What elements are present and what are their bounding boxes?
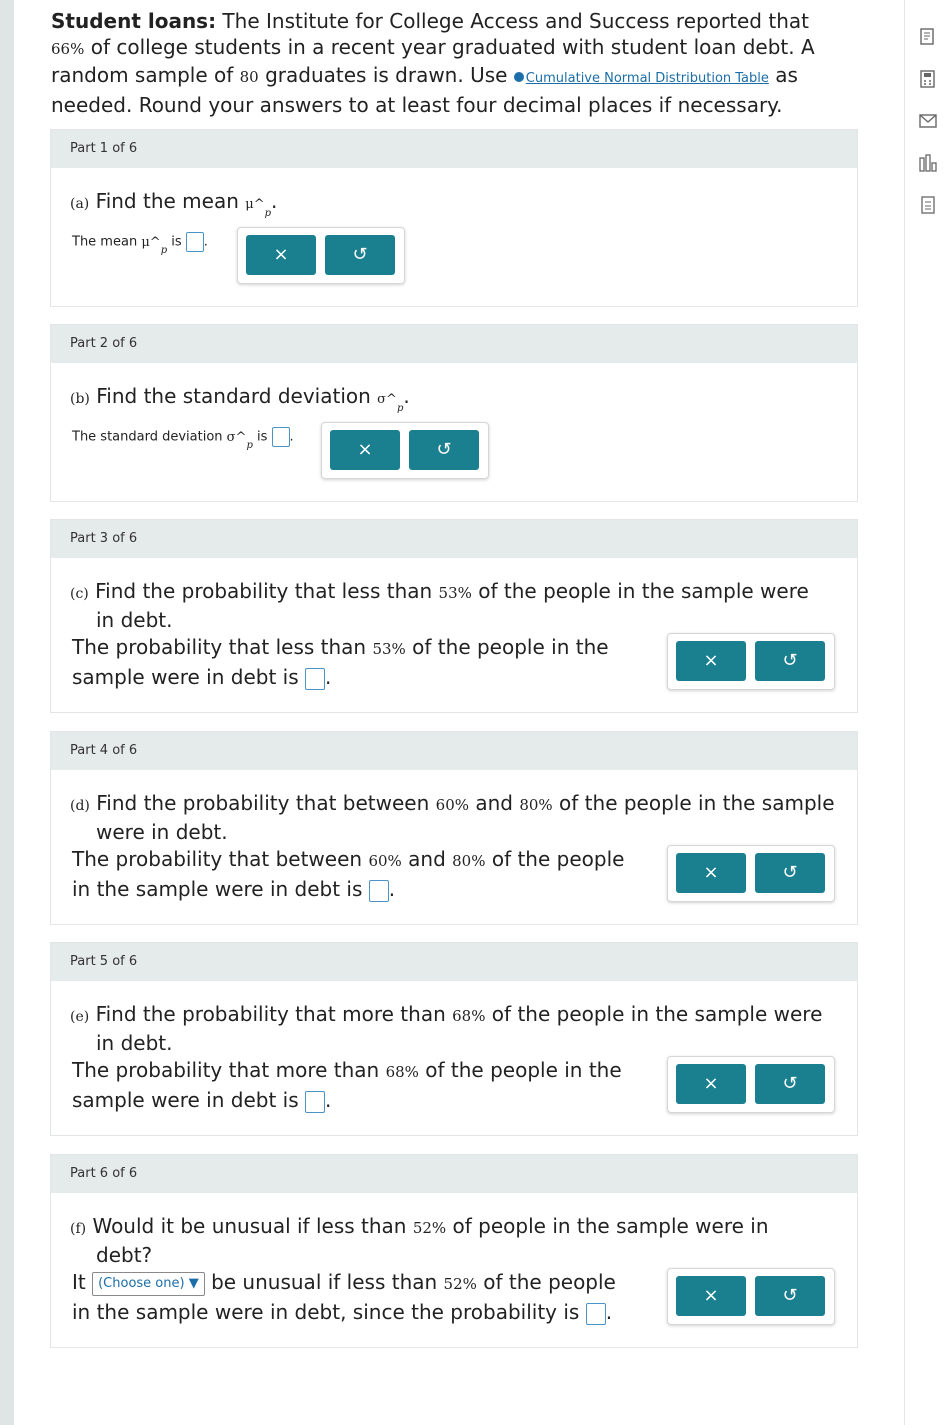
chart-icon[interactable] (917, 152, 939, 174)
sigma-p-hat-symbol: $\sigma\^{}_p$ (377, 392, 404, 414)
question: (e) Find the probability that more than 68% of the people in the sample were in debt. (70, 1002, 823, 1055)
part-header: Part 3 of 6 (51, 520, 857, 558)
action-buttons (237, 227, 405, 284)
left-margin (0, 0, 14, 1425)
undo-button[interactable]: ↺ (325, 235, 395, 275)
topic-label: Student loans: (51, 9, 217, 33)
answer-input[interactable] (586, 1303, 606, 1325)
tool-rail (904, 0, 951, 1425)
part-header: Part 4 of 6 (51, 732, 857, 770)
notes-icon[interactable] (917, 26, 939, 48)
part-header: Part 1 of 6 (51, 130, 857, 168)
calculator-icon[interactable] (917, 68, 939, 90)
choose-one-dropdown[interactable]: (Choose one) ▼ (92, 1272, 205, 1296)
undo-button[interactable]: ↺ (409, 430, 479, 470)
answer-input[interactable] (272, 427, 290, 447)
answer-input[interactable] (305, 668, 325, 690)
answer-line: It (Choose one) ▼ be unusual if less than 52% of the people in the sample were in debt, since the probability is . (72, 1270, 616, 1324)
action-buttons (321, 422, 489, 479)
undo-button[interactable]: ↺ (755, 1276, 825, 1316)
mail-icon[interactable] (917, 110, 939, 132)
answer-line: The probability that more than 68% of the people in the sample were in debt is . (72, 1058, 622, 1112)
action-buttons (667, 845, 835, 902)
clear-button[interactable]: × (246, 235, 316, 275)
question: (a) Find the mean $\mu\^{}_p$. (70, 188, 277, 223)
answer-line: The probability that between 60% and 80% of the people in the sample were in debt is . (72, 847, 625, 901)
answer-line: The probability that less than 53% of the people in the sample were in debt is . (72, 635, 609, 689)
question: (b) Find the standard deviation $\sigma\^{}_p$. (70, 383, 410, 418)
answer-input[interactable] (305, 1091, 325, 1113)
sample-size: 80 (239, 68, 259, 86)
clear-button[interactable]: × (676, 641, 746, 681)
problem-statement: Student loans: The Institute for College Access and Success reported that 66% of college students in a recent year graduated with student loan debt. A random sample of 80 graduates is drawn. Use Cumulative Normal Distribution Table as needed. Round your answers to at least four decimal places if necessary. (51, 9, 815, 117)
clear-button[interactable]: × (676, 1064, 746, 1104)
mu-p-hat-symbol: $\mu\^{}_p$ (245, 197, 271, 219)
question: (f) Would it be unusual if less than 52% of people in the sample were in debt? (70, 1214, 769, 1267)
part-4 (50, 731, 858, 925)
normal-table-link[interactable]: Cumulative Normal Distribution Table (525, 71, 769, 86)
part-2 (50, 324, 858, 502)
undo-button[interactable]: ↺ (755, 853, 825, 893)
question: (d) Find the probability that between 60% and 80% of the people in the sample were in debt. (70, 791, 835, 844)
answer-line: The standard deviation $\sigma\^{}_p$ is . (72, 427, 294, 447)
action-buttons (667, 1056, 835, 1113)
formula-icon[interactable] (917, 194, 939, 216)
answer-line: The mean $\mu\^{}_p$ is . (72, 232, 208, 252)
question: (c) Find the probability that less than 53% of the people in the sample were in debt. (70, 579, 809, 632)
undo-button[interactable]: ↺ (755, 1064, 825, 1104)
dropdown-arrow-icon: ▼ (188, 1275, 199, 1291)
clear-button[interactable]: × (676, 1276, 746, 1316)
percent-value: 66% (51, 40, 85, 58)
clear-button[interactable]: × (330, 430, 400, 470)
part-3 (50, 519, 858, 713)
action-buttons (667, 1268, 835, 1325)
part-6 (50, 1154, 858, 1348)
answer-input[interactable] (369, 880, 389, 902)
part-1 (50, 129, 858, 307)
part-5 (50, 942, 858, 1136)
answer-input[interactable] (186, 232, 204, 252)
part-header: Part 6 of 6 (51, 1155, 857, 1193)
clear-button[interactable]: × (676, 853, 746, 893)
action-buttons (667, 633, 835, 690)
undo-button[interactable]: ↺ (755, 641, 825, 681)
part-header: Part 2 of 6 (51, 325, 857, 363)
part-header: Part 5 of 6 (51, 943, 857, 981)
info-icon (514, 72, 524, 82)
